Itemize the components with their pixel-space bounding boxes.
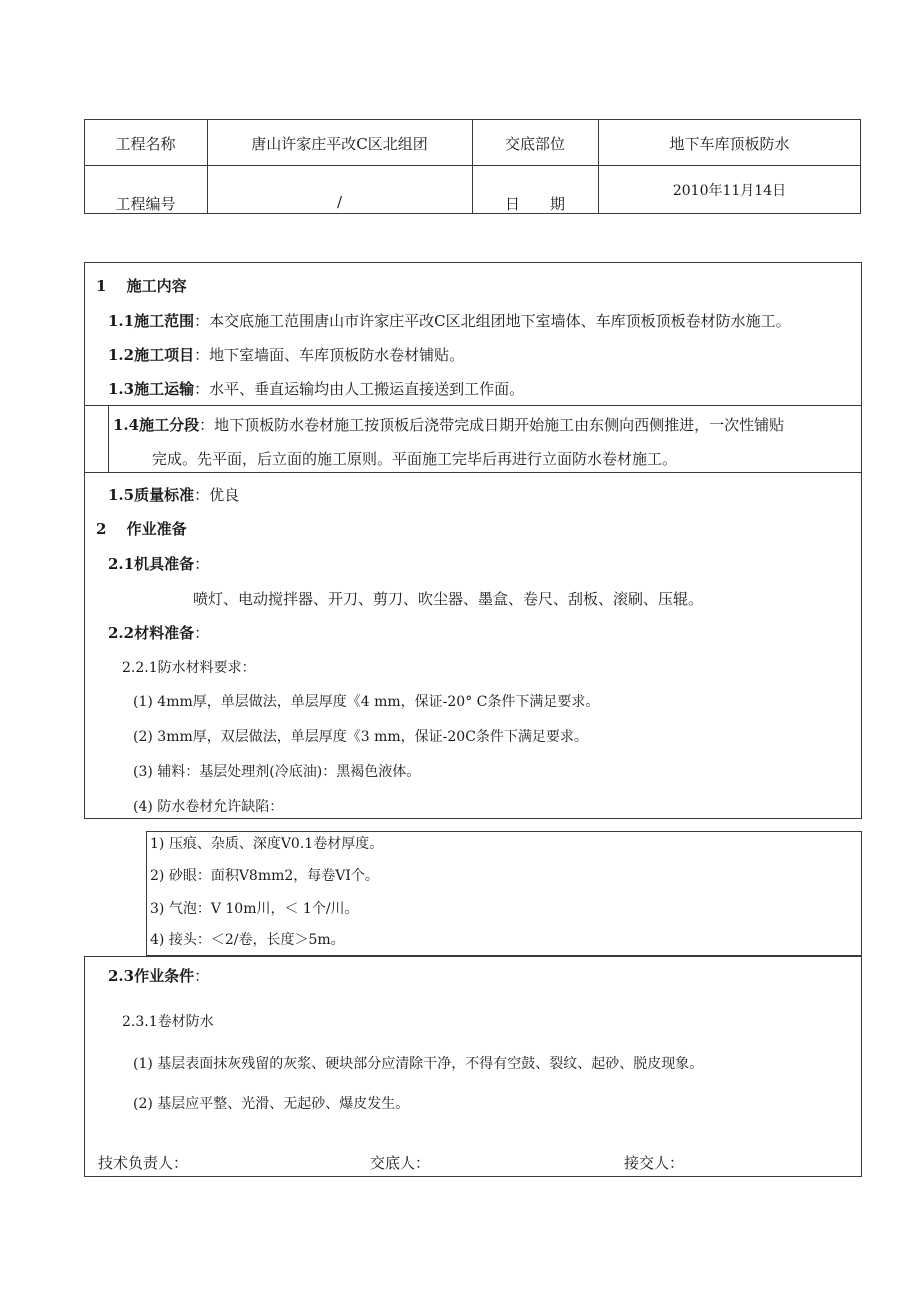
section-1-title: 1 施工内容 (96, 277, 187, 295)
defect-4: 4) 接头：＜2/卷，长度＞5m。 (150, 932, 345, 948)
material-req-4: (4) 防水卷材允许缺陷： (133, 799, 284, 815)
item-1-5: 1.5质量标准：优良 (108, 486, 240, 504)
location-label: 交底部位 (504, 135, 565, 153)
item-2-2-1: 2.2.1防水材料要求： (122, 660, 256, 676)
item-2-3-1: 2.3.1卷材防水 (122, 1014, 214, 1030)
signature-receiver: 接交人： (624, 1154, 685, 1172)
item-1-2: 1.2施工项目：地下室墙面、车库顶板防水卷材铺贴。 (108, 346, 465, 364)
item-1-4-continued: 完成。先平面，后立面的施工原则。平面施工完毕后再进行立面防水卷材施工。 (152, 450, 678, 468)
date-value: 2010年11月14日 (672, 183, 787, 199)
work-condition-1: (1) 基层表面抹灰残留的灰浆、硬块部分应清除干净，不得有空鼓、裂纹、起砂、脱皮现象。 (133, 1056, 704, 1072)
content-inset-line (108, 405, 109, 472)
item-2-2: 2.2材料准备： (108, 624, 210, 642)
section-2-title: 2 作业准备 (96, 520, 187, 538)
material-req-2: (2) 3mm厚，双层做法，单层厚度《3 mm，保证-20C条件下满足要求。 (133, 729, 588, 745)
content-divider-2 (84, 472, 862, 473)
project-name-value: 唐山许家庄平改C区北组团 (251, 135, 428, 153)
content-divider-1 (84, 405, 862, 406)
item-1-1: 1.1施工范围：本交底施工范围唐山市许家庄平改C区北组团地下室墙体、车库顶板顶板卷材防水施工。 (108, 312, 791, 330)
project-no-value: / (336, 193, 343, 211)
material-req-3: (3) 辅料：基层处理剂(冷底油)：黑褐色液体。 (133, 764, 421, 780)
item-2-1: 2.1机具准备： (108, 555, 210, 573)
defect-2: 2) 砂眼：面积V8mm2，每卷VI个。 (150, 868, 379, 884)
work-condition-2: (2) 基层应平整、光滑、无起砂、爆皮发生。 (133, 1096, 410, 1112)
item-2-3: 2.3作业条件： (108, 967, 210, 985)
location-value: 地下车库顶板防水 (669, 135, 790, 153)
signature-tech-lead: 技术负责人： (98, 1154, 189, 1172)
defect-1: 1) 压痕、杂质、深度V0.1卷材厚度。 (150, 836, 384, 852)
project-no-label: 工程编号 (115, 195, 176, 213)
defect-3: 3) 气泡：V 10m川，＜ 1个/川。 (150, 901, 359, 917)
project-name-label: 工程名称 (115, 135, 176, 153)
item-2-1-tools: 喷灯、电动搅拌器、开刀、剪刀、吹尘器、墨盒、卷尺、刮板、滚刷、压辊。 (193, 590, 704, 608)
item-1-3: 1.3施工运输：水平、垂直运输均由人工搬运直接送到工作面。 (108, 380, 525, 398)
date-label: 日 期 (504, 195, 565, 213)
material-req-1: (1) 4mm厚，单层做法，单层厚度《4 mm，保证-20° C条件下满足要求。 (133, 694, 600, 710)
item-1-4: 1.4施工分段：地下顶板防水卷材施工按顶板后浇带完成日期开始施工由东侧向西侧推进，一次性铺贴 (113, 416, 785, 434)
signature-briefer: 交底人： (370, 1154, 431, 1172)
